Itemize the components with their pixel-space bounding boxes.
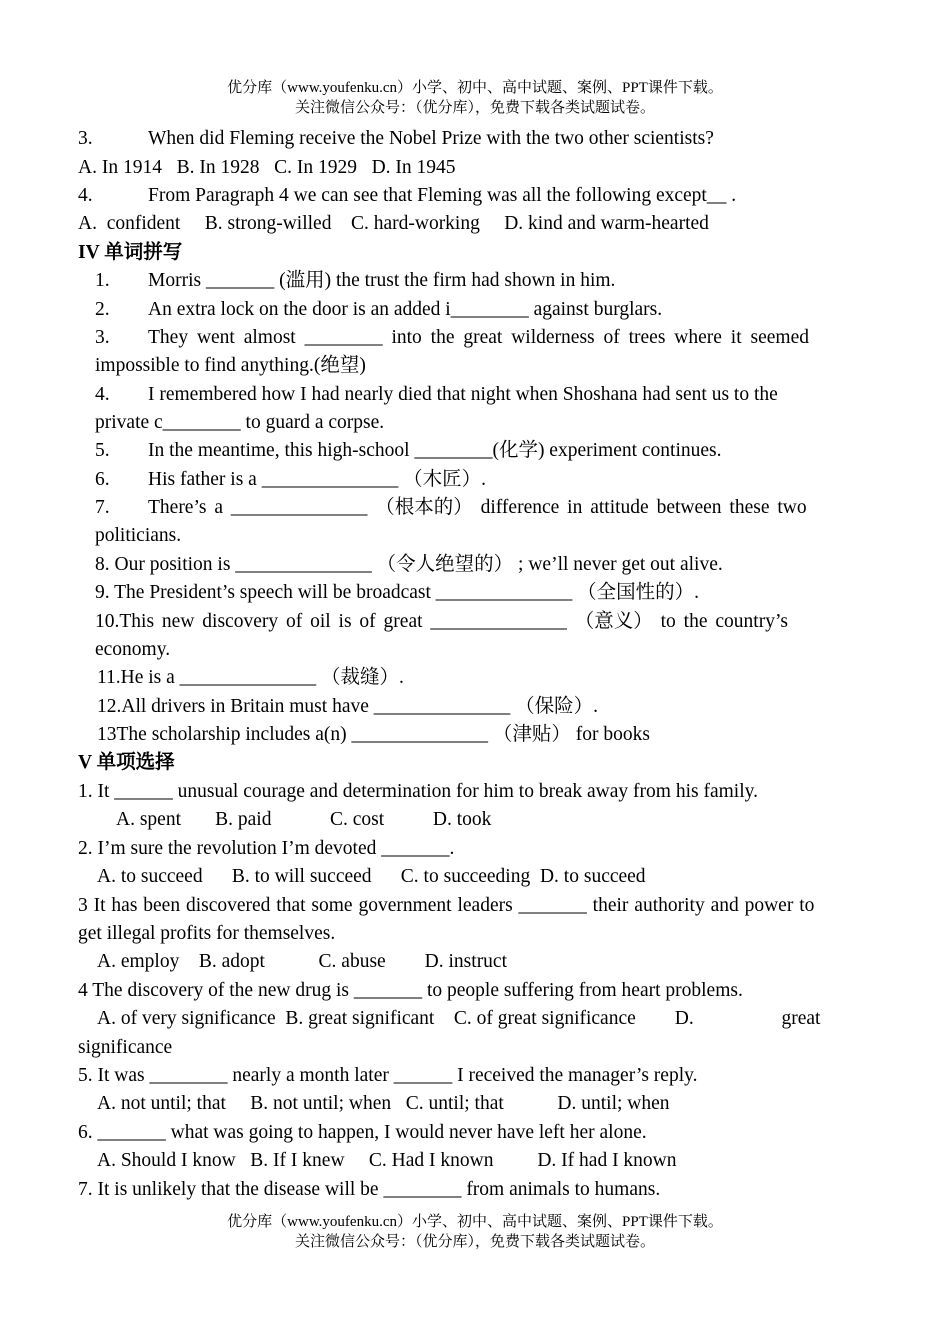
spelling-item-1: 1. Morris _______ (滥用) the trust the firm had shown in him. bbox=[95, 270, 616, 291]
spelling-item-10-cont: economy. bbox=[95, 639, 171, 660]
spelling-item-3: 3. They went almost ________ into the great wilderness of trees where it seemed bbox=[95, 327, 809, 348]
spelling-item-9: 9. The President’s speech will be broadcast ______________ （全国性的）. bbox=[95, 582, 700, 603]
spelling-item-3-cont: impossible to find anything.(绝望) bbox=[95, 355, 366, 376]
choice-question-3-cont: get illegal profits for themselves. bbox=[78, 923, 336, 944]
page-footer bbox=[0, 1212, 950, 1252]
spelling-item-7-cont: politicians. bbox=[95, 525, 182, 546]
choice-question-4-options: A. of very significance B. great significant C. of great significance D. great bbox=[97, 1008, 821, 1029]
choice-question-5-options: A. not until; that B. not until; when C. until; that D. until; when bbox=[97, 1093, 670, 1114]
reading-question-4: 4. From Paragraph 4 we can see that Fleming was all the following except__ . bbox=[78, 185, 737, 206]
page-header bbox=[0, 78, 950, 118]
choice-question-7: 7. It is unlikely that the disease will be ________ from animals to humans. bbox=[78, 1179, 661, 1200]
spelling-item-4: 4. I remembered how I had nearly died that night when Shoshana had sent us to the bbox=[95, 384, 778, 405]
footer-line-1: 优分库（www.youfenku.cn）小学、初中、高中试题、案例、PPT课件下载。 bbox=[227, 1214, 723, 1230]
section-4-title: IV 单词拼写 bbox=[78, 242, 183, 263]
spelling-item-8: 8. Our position is ______________ （令人绝望的） ; we’ll never get out alive. bbox=[95, 554, 723, 575]
choice-question-1-options: A. spent B. paid C. cost D. took bbox=[116, 809, 492, 830]
choice-question-6-options: A. Should I know B. If I knew C. Had I known D. If had I known bbox=[97, 1150, 677, 1171]
spelling-item-7: 7. There’s a ______________ （根本的） difference in attitude between these two bbox=[95, 497, 807, 518]
spelling-item-4-cont: private c________ to guard a corpse. bbox=[95, 412, 385, 433]
spelling-item-10: 10.This new discovery of oil is of great ______________ （意义） to the country’s bbox=[95, 611, 788, 632]
spelling-item-11: 11.He is a ______________ （裁缝）. bbox=[97, 667, 404, 688]
choice-question-1: 1. It ______ unusual courage and determination for him to break away from his family. bbox=[78, 781, 758, 802]
section-5-title: V 单项选择 bbox=[78, 752, 175, 773]
reading-question-3-options: A. In 1914 B. In 1928 C. In 1929 D. In 1945 bbox=[78, 157, 456, 178]
choice-question-4-cont: significance bbox=[78, 1037, 173, 1058]
spelling-item-2: 2. An extra lock on the door is an added i________ against burglars. bbox=[95, 299, 663, 320]
spelling-item-12: 12.All drivers in Britain must have ______________ （保险）. bbox=[97, 696, 599, 717]
header-line-2: 关注微信公众号：（优分库），免费下载各类试题试卷。 bbox=[294, 100, 655, 116]
choice-question-2-options: A. to succeed B. to will succeed C. to succeeding D. to succeed bbox=[97, 866, 646, 887]
choice-question-5: 5. It was ________ nearly a month later ______ I received the manager’s reply. bbox=[78, 1065, 698, 1086]
spelling-item-5: 5. In the meantime, this high-school ________(化学) experiment continues. bbox=[95, 440, 722, 461]
header-line-1: 优分库（www.youfenku.cn）小学、初中、高中试题、案例、PPT课件下载。 bbox=[227, 80, 723, 96]
choice-question-6: 6. _______ what was going to happen, I would never have left her alone. bbox=[78, 1122, 647, 1143]
spelling-item-6: 6. His father is a ______________ （木匠）. bbox=[95, 469, 486, 490]
spelling-item-13: 13The scholarship includes a(n) ______________ （津贴） for books bbox=[97, 724, 650, 745]
choice-question-4: 4 The discovery of the new drug is _______ to people suffering from heart problems. bbox=[78, 980, 743, 1001]
choice-question-2: 2. I’m sure the revolution I’m devoted _______. bbox=[78, 838, 455, 859]
reading-question-4-options: A. confident B. strong-willed C. hard-working D. kind and warm-hearted bbox=[78, 213, 709, 234]
choice-question-3: 3 It has been discovered that some government leaders _______ their authority and power to bbox=[78, 895, 815, 916]
reading-question-3: 3. When did Fleming receive the Nobel Prize with the two other scientists? bbox=[78, 128, 714, 149]
footer-line-2: 关注微信公众号：（优分库），免费下载各类试题试卷。 bbox=[294, 1234, 655, 1250]
choice-question-3-options: A. employ B. adopt C. abuse D. instruct bbox=[97, 951, 508, 972]
